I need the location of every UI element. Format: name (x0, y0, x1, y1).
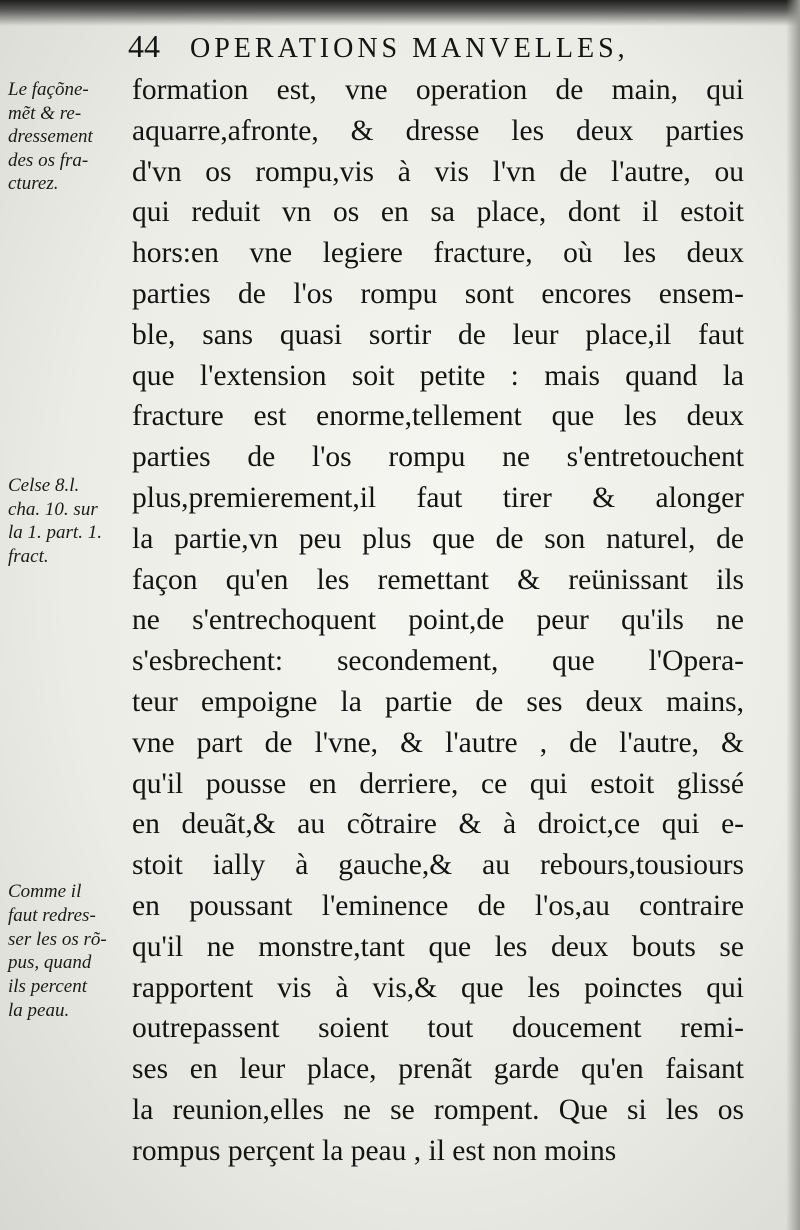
text-line: formation est, vne operation de main, qui (132, 74, 744, 106)
text-line: rompus perçent la peau , il est non moins (132, 1134, 617, 1167)
margin-note-line: mẽt & re- (8, 102, 82, 124)
text-line: que l'extension soit petite : mais quand la (132, 359, 744, 392)
text-line: outrepassent soient tout doucement remi- (132, 1012, 744, 1045)
text-line: en deuãt,& au cõtraire & à droict,ce qui e- (132, 808, 744, 841)
margin-note-line: cha. 10. sur (8, 498, 98, 520)
text-line: la reunion,elles ne se rompent. Que si les os (132, 1093, 744, 1126)
margin-note-2 (8, 474, 132, 568)
margin-note-3 (8, 880, 132, 1023)
text-line: aquarre,afronte, & dresse les deux parties (132, 114, 744, 147)
text-line: ses en leur place, prenãt garde qu'en faisant (132, 1053, 744, 1086)
text-line: parties de l'os rompu sont encores ensem- (132, 277, 744, 310)
text-line: hors:en vne legiere fracture, où les deux (132, 237, 744, 270)
page-number: 44 (128, 28, 160, 64)
margin-note-line: des os fra- (8, 149, 89, 171)
text-line: s'esbrechent: secondement, que l'Opera- (132, 645, 744, 678)
running-title: OPERATIONS MANVELLES, (190, 33, 629, 64)
text-line: stoit ially à gauche,& au rebours,tousiours (132, 849, 744, 882)
margin-note-line: dressement (8, 126, 93, 147)
text-line: rapportent vis à vis,& que les poinctes qui (132, 971, 744, 1004)
text-line: plus,premierement,il faut tirer & alonger (132, 481, 744, 514)
text-line: en poussant l'eminence de l'os,au contraire (132, 889, 744, 922)
text-line: façon qu'en les remettant & reünissant ils (132, 563, 744, 596)
text-line: la partie,vn peu plus que de son naturel, de (132, 522, 744, 555)
margin-note-line: faut redres- (8, 904, 96, 926)
margin-note-line: Celse 8.l. (8, 475, 80, 496)
body-text (132, 70, 744, 1172)
text-line: d'vn os rompu,vis à vis l'vn de l'autre, ou (132, 155, 744, 188)
margin-note-line: Comme il (8, 881, 82, 902)
text-line: teur empoigne la partie de ses deux mains, (132, 685, 744, 718)
margin-note-line: Le façõne- (8, 79, 89, 100)
margin-note-line: ils percent (8, 976, 87, 998)
text-line: qu'il pousse en derriere, ce qui estoit glissé (132, 767, 744, 800)
text-line: qui reduit vn os en sa place, dont il estoit (132, 196, 744, 229)
text-line: parties de l'os rompu ne s'entretouchent (132, 441, 744, 474)
margin-note-line: ser les os rõ- (8, 928, 107, 950)
margin-note-line: la 1. part. 1. (8, 522, 102, 543)
margin-note-line: pus, quand (8, 952, 92, 974)
margin-note-line: cturez. (8, 173, 59, 194)
margin-note-line: fract. (8, 545, 49, 567)
text-line: ne s'entrechoquent point,de peur qu'ils ne (132, 604, 744, 637)
margin-note-1 (8, 78, 132, 196)
page-header (128, 28, 708, 65)
text-line: fracture est enorme,tellement que les deux (132, 400, 744, 433)
margin-note-line: la peau. (8, 999, 70, 1021)
text-line: vne part de l'vne, & l'autre , de l'autre, & (132, 726, 744, 759)
text-line: ble, sans quasi sortir de leur place,il faut (132, 318, 744, 351)
text-line: qu'il ne monstre,tant que les deux bouts se (132, 930, 744, 963)
